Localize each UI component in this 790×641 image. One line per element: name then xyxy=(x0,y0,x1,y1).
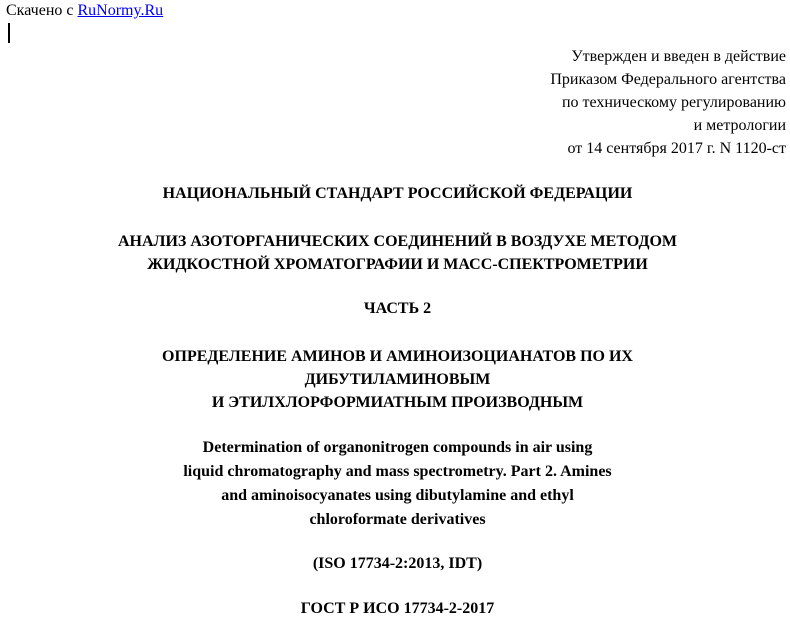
approval-line: Приказом Федерального агентства xyxy=(550,71,786,88)
part-title-line: ОПРЕДЕЛЕНИЕ АМИНОВ И АМИНОИЗОЦИАНАТОВ ПО ИХ xyxy=(162,348,633,365)
english-title xyxy=(0,436,790,532)
english-title-line: Determination of organonitrogen compounds in air using xyxy=(202,439,593,456)
standard-heading-text: НАЦИОНАЛЬНЫЙ СТАНДАРТ РОССИЙСКОЙ ФЕДЕРАЦИИ xyxy=(162,185,633,202)
english-title-line: chloroformate derivatives xyxy=(309,511,486,528)
part-title-line: И ЭТИЛХЛОРФОРМИАТНЫМ ПРОИЗВОДНЫМ xyxy=(211,394,584,411)
part-heading xyxy=(0,297,790,320)
approval-block xyxy=(550,45,786,160)
title-line: ЖИДКОСТНОЙ ХРОМАТОГРАФИИ И МАСС-СПЕКТРОМЕТРИИ xyxy=(147,256,648,273)
source-line xyxy=(6,1,163,21)
approval-line: и метрологии xyxy=(693,117,786,134)
title-line: АНАЛИЗ АЗОТОРГАНИЧЕСКИХ СОЕДИНЕНИЙ В ВОЗДУХЕ МЕТОДОМ xyxy=(118,233,677,250)
iso-reference xyxy=(0,552,790,575)
part-title xyxy=(0,345,790,414)
approval-line: Утвержден и введен в действие xyxy=(571,48,786,65)
english-title-line: liquid chromatography and mass spectrometry. Part 2. Amines xyxy=(183,463,612,480)
part-title-line: ДИБУТИЛАМИНОВЫМ xyxy=(304,371,491,388)
iso-reference-text: (ISO 17734-2:2013, IDT) xyxy=(312,555,483,572)
standard-designation xyxy=(0,597,790,620)
source-link[interactable]: RuNormy.Ru xyxy=(77,2,164,19)
standard-heading xyxy=(0,182,790,205)
source-prefix: Скачено с xyxy=(6,2,74,19)
standard-designation-text: ГОСТ Р ИСО 17734-2-2017 xyxy=(300,600,495,617)
document-title xyxy=(0,230,790,276)
part-heading-text: ЧАСТЬ 2 xyxy=(363,300,432,317)
approval-line: по техническому регулированию xyxy=(561,94,786,111)
english-title-line: and aminoisocyanates using dibutylamine and ethyl xyxy=(221,487,574,504)
text-cursor xyxy=(8,23,10,43)
approval-line: от 14 сентября 2017 г. N 1120-ст xyxy=(567,140,786,157)
